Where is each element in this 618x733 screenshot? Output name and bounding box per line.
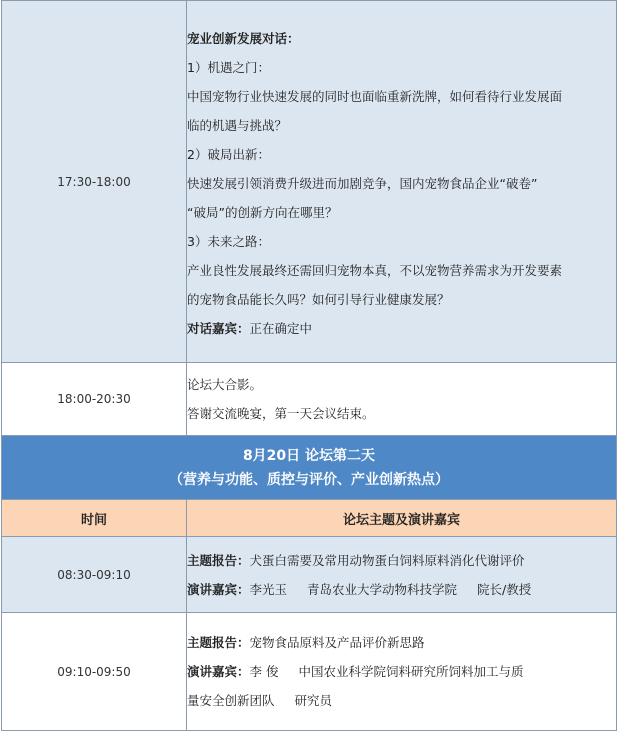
guest-label: 对话嘉宾： (187, 320, 250, 336)
question-3-heading: 3）未来之路： (187, 233, 270, 249)
speaker-org-b: 量安全创新团队 (187, 693, 275, 708)
content-cell (187, 537, 617, 613)
group-photo-text: 论坛大合影。 (187, 377, 263, 392)
speaker-name: 李 俊 (249, 664, 279, 679)
question-3-text-a: 产业良性发展最终还需回归宠物本真，不以宠物营养需求为开发要素 (187, 262, 563, 278)
content-cell (187, 1, 617, 363)
time-cell: 08:30-09:10 (2, 537, 187, 613)
speaker-title: 研究员 (294, 693, 333, 708)
question-2-text-a: 快速发展引领消费升级进而加剧竞争，国内宠物食品企业“破卷” (187, 175, 538, 191)
day-two-date: 8月20日 论坛第二天 (242, 447, 376, 464)
report-label: 主题报告： (187, 635, 250, 650)
question-2-heading: 2）破局出新： (187, 146, 270, 162)
day-two-themes: （营养与功能、质控与评价、产业创新热点） (169, 471, 449, 488)
report-value: 宠物食品原料及产品评价新思路 (249, 635, 425, 650)
dinner-text: 答谢交流晚宴，第一天会议结束。 (187, 406, 375, 421)
question-1-text-a: 中国宠物行业快速发展的同时也面临重新洗牌，如何看待行业发展面 (187, 88, 563, 104)
speaker-label: 演讲嘉宾： (187, 581, 250, 597)
speaker-org-a: 中国农业科学院饲料研究所饲料加工与质 (298, 664, 524, 679)
speaker-label: 演讲嘉宾： (187, 664, 250, 679)
schedule-row-talk-2 (2, 613, 617, 731)
report-value: 犬蛋白需要及常用动物蛋白饲料原料消化代谢评价 (249, 552, 525, 568)
speaker-name: 李光玉 (249, 581, 288, 597)
question-3-text-b: 的宠物食品能长久吗？如何引导行业健康发展？ (187, 291, 450, 307)
content-cell (187, 363, 617, 436)
talk-speaker (187, 657, 616, 686)
talk-topic (187, 546, 616, 575)
schedule-row-talk-1 (2, 537, 617, 613)
question-1-heading: 1）机遇之门： (187, 59, 270, 75)
session-title: 宠业创新发展对话： (187, 30, 300, 46)
guest-value: 正在确定中 (249, 320, 313, 336)
talk-speaker-cont (187, 686, 616, 715)
column-header-row (2, 500, 617, 537)
schedule-row-dialogue (2, 1, 617, 363)
time-cell: 18:00-20:30 (2, 363, 187, 436)
header-time: 时间 (2, 500, 187, 537)
question-2-text-b: “破局”的创新方向在哪里？ (187, 204, 338, 220)
speaker-title: 院长/教授 (477, 581, 532, 597)
talk-speaker (187, 575, 616, 604)
talk-topic (187, 628, 616, 657)
header-topic: 论坛主题及演讲嘉宾 (187, 500, 617, 537)
dialogue-guests (187, 314, 616, 343)
speaker-org: 青岛农业大学动物科技学院 (307, 581, 458, 597)
report-label: 主题报告： (187, 552, 250, 568)
schedule-row-dinner (2, 363, 617, 436)
time-cell: 09:10-09:50 (2, 613, 187, 731)
question-1-text-b: 临的机遇与挑战？ (187, 117, 288, 133)
time-cell: 17:30-18:00 (2, 1, 187, 363)
content-cell (187, 613, 617, 731)
schedule-table (1, 0, 617, 731)
day-two-banner (2, 436, 617, 500)
